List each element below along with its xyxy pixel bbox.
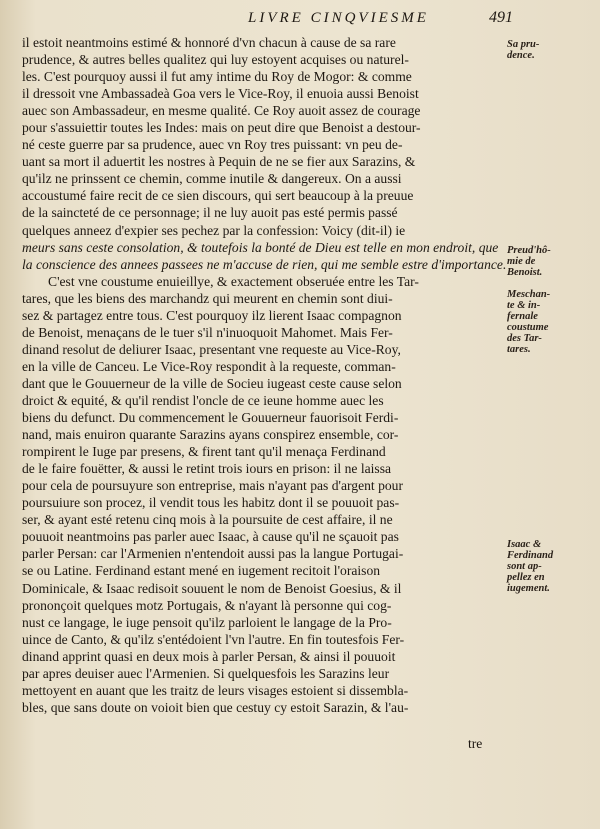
margin-note-line: pellez en bbox=[507, 572, 545, 583]
text-line: pour cela de poursuyure son entreprise, mais n'ayant pas d'argent pour bbox=[22, 478, 404, 494]
margin-note bbox=[507, 539, 599, 594]
text-line: rompirent le Iuge par presens, & firent tant qu'il menaça Ferdinand bbox=[22, 444, 386, 460]
text-line: né ceste guerre par sa prudence, auec vn Roy tres puissant: vn peu de- bbox=[22, 137, 403, 153]
margin-note-line: mie de bbox=[507, 256, 536, 267]
text-line: biens du defunct. Du commencement le Gouuerneur fauorisoit Ferdi- bbox=[22, 410, 399, 426]
text-line: les. C'est pourquoy aussi il fut amy intime du Roy de Mogor: & comme bbox=[22, 69, 412, 85]
text-line: dinand apprint quasi en deux mois à parler Persan, & ainsi il pouuoit bbox=[22, 648, 396, 664]
text-line: C'est vne coustume enuieillye, & exactement obseruée entre les Tar- bbox=[48, 273, 419, 289]
margin-note-line: te & in- bbox=[507, 300, 541, 311]
margin-note-line: Benoist. bbox=[507, 267, 543, 278]
text-line: en la ville de Canceu. Le Vice-Roy respondit à la requeste, comman- bbox=[22, 358, 396, 374]
text-line: de le faire fouëtter, & aussi le retint trois iours en prison: il ne laissa bbox=[22, 461, 392, 477]
text-line: uince de Canto, & qu'ilz s'entédoient l'vn l'autre. En fin toutesfois Fer- bbox=[22, 631, 405, 647]
margin-note-line: iugement. bbox=[507, 583, 550, 594]
text-line: poursuiure son procez, il vendit tous les habitz dont il se pouuoit pas- bbox=[22, 495, 400, 511]
text-line: pour s'assuiettir toutes les Indes: mais on peut dire que Benoist a destour- bbox=[22, 120, 421, 136]
text-line: pouuoit neantmoins pas parler auec Isaac, à cause qu'il ne sçauoit pas bbox=[22, 529, 399, 545]
text-line: droict & equité, & qu'il rendist l'oncle de ce ieune homme auec les bbox=[22, 392, 384, 408]
text-line: se ou Latine. Ferdinand estant mené en iugement recitoit l'oraison bbox=[22, 563, 381, 579]
text-line: mettoyent en auant que les traitz de leurs visages estoient si dissembla- bbox=[22, 682, 409, 698]
text-line: de la saincteté de ce personnage; il ne luy auoit pas esté permis passé bbox=[22, 205, 398, 221]
margin-note bbox=[507, 245, 599, 278]
margin-note bbox=[507, 39, 599, 61]
margin-note-line: Meschan- bbox=[507, 289, 551, 300]
margin-note-line: Sa pru- bbox=[507, 39, 540, 50]
margin-note-line: tares. bbox=[507, 344, 531, 355]
margin-note-line: Isaac & bbox=[507, 539, 542, 550]
text-line: il estoit neantmoins estimé & honnoré d'vn chacun à cause de sa rare bbox=[22, 35, 396, 50]
text-line: prononçoit quelques motz Portugais, & n'ayant là personne qui cog- bbox=[22, 597, 392, 613]
margin-note-line: coustume bbox=[507, 322, 549, 333]
text-line: de Benoist, menaçans de le tuer s'il n'inuoquoit Mahomet. Mais Fer- bbox=[22, 324, 393, 340]
margin-note-line: dence. bbox=[507, 50, 535, 61]
text-line: par apres deuiser auec l'Armenien. Si quelquesfois les Sarazins leur bbox=[22, 665, 390, 681]
body-text bbox=[22, 34, 510, 716]
text-line: sez & partagez entre tous. C'est pourquoy ilz lierent Isaac compagnon bbox=[22, 307, 402, 323]
text-line: ser, & ayant esté retenu cinq mois à la poursuite de cest affaire, il ne bbox=[22, 512, 393, 528]
margin-note-line: Preud'hô- bbox=[507, 245, 551, 256]
margin-note-line: Ferdinand bbox=[507, 550, 554, 561]
text-line: meurs sans ceste consolation, & toutefois la bonté de Dieu est telle en mon endroit, que bbox=[22, 239, 499, 255]
text-line: tares, que les biens des marchandz qui meurent en chemin sont diui- bbox=[22, 290, 393, 306]
page-number: 491 bbox=[489, 9, 513, 26]
text-line: bles, que sans doute on voioit bien que cestuy cy estoit Sarazin, & l'au- bbox=[22, 699, 409, 715]
text-line: prudence, & autres belles qualitez qui luy estoyent acquises ou naturel- bbox=[22, 52, 409, 68]
text-line: dinand resolut de deliurer Isaac, presentant vne requeste au Vice-Roy, bbox=[22, 341, 401, 357]
page-header bbox=[0, 10, 600, 32]
margin-note-line: fernale bbox=[507, 311, 538, 322]
text-line: la conscience des annees passees ne m'accuse de rien, qui me semble estre d'importance. bbox=[22, 256, 507, 272]
text-line: qu'ilz ne prinssent ce chemin, comme inutile & dangereux. On a aussi bbox=[22, 171, 402, 187]
running-head: LIVRE CINQVIESME bbox=[248, 10, 429, 26]
text-line: nand, mais enuiron quarante Sarazins ayans conspirez ensemble, cor- bbox=[22, 427, 399, 443]
margin-note-line: sont ap- bbox=[507, 561, 542, 572]
text-line: uant sa mort il aduertit les nostres à Pequin de ne se fier aux Sarazins, & bbox=[22, 154, 416, 170]
text-line: parler Persan: car l'Armenien n'entendoit aussi pas la langue Portugai- bbox=[22, 546, 404, 562]
text-line: dant que le Gouuerneur de la ville de Socieu iugeast ceste cause selon bbox=[22, 375, 402, 391]
margin-note-line: des Tar- bbox=[507, 333, 542, 344]
margin-note bbox=[507, 289, 599, 355]
text-line: auec son Ambassadeur, en mesme qualité. Ce Roy auoit assez de courage bbox=[22, 103, 421, 119]
text-line: Dominicale, & Isaac redisoit souuent le nom de Benoist Goesius, & il bbox=[22, 580, 402, 596]
text-line: il dressoit vne Ambassadeà Goa vers le Vice-Roy, il enuoia aussi Benoist bbox=[22, 86, 419, 102]
catchword: tre bbox=[468, 736, 483, 751]
text-line: nust ce langage, le iuge pensoit qu'ilz parloient le langage de la Pro- bbox=[22, 614, 392, 630]
text-line: quelques anneez d'expier ses pechez par la confession: Voicy (dit-il) ie bbox=[22, 222, 406, 238]
text-line: accoustumé faire recit de ce sien discours, qui sert beaucoup à la preuue bbox=[22, 188, 414, 204]
